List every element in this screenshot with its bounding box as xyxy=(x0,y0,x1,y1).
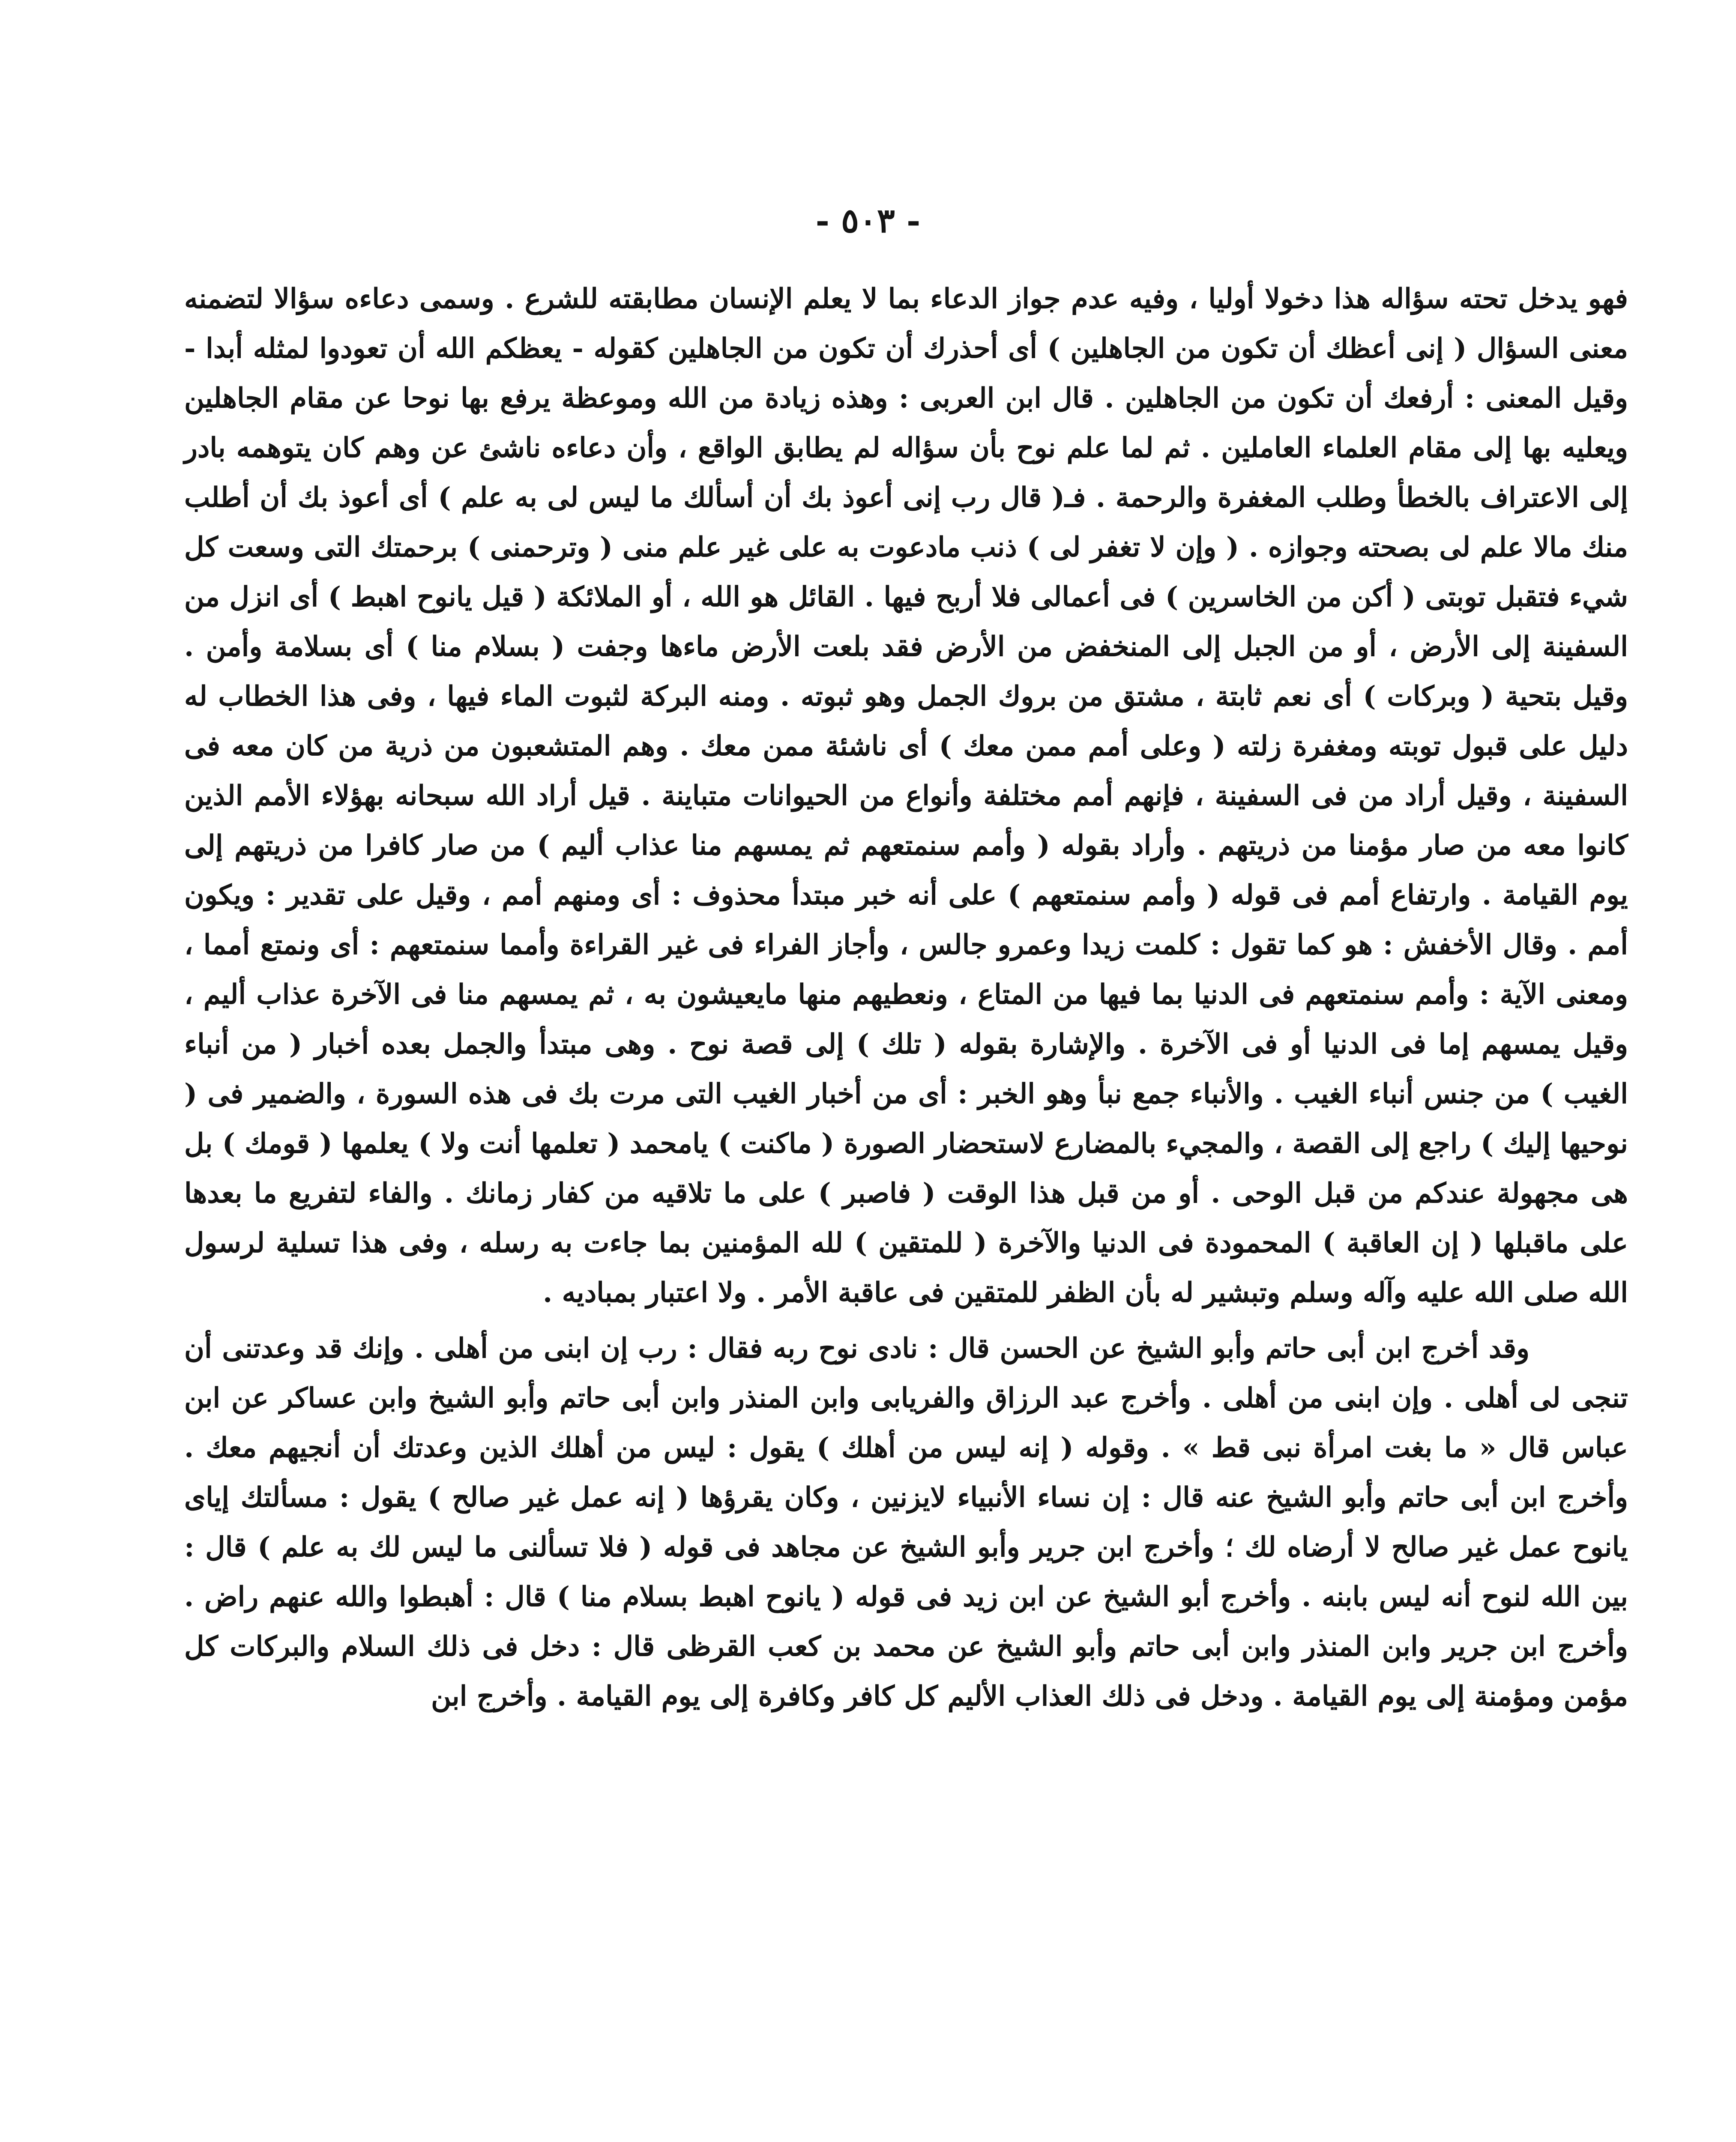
page-body xyxy=(184,274,1628,1721)
page-number: - ٥٠٣ - xyxy=(815,201,921,240)
tafsir-paragraph: فهو يدخل تحته سؤاله هذا دخولا أوليا ، وفيه عدم جواز الدعاء بما لا يعلم الإنسان مطابقته للشرع . وسمى دعاءه سؤالا لتضمنه معنى السؤال ( إنى أعظك أن تكون من الجاهلين ) أى أحذرك أن تكون من الجاهلين كقوله - يعظكم الله أن تعودوا لمثله أبدا - وقيل المعنى : أرفعك أن تكون من الجاهلين . قال ابن العربى : وهذه زيادة من الله وموعظة يرفع بها نوحا عن مقام الجاهلين ويعليه بها إلى مقام العلماء العاملين . ثم لما علم نوح بأن سؤاله لم يطابق الواقع ، وأن دعاءه ناشئ عن وهم كان يتوهمه بادر إلى الاعتراف بالخطأ وطلب المغفرة والرحمة . فـ( قال رب إنى أعوذ بك أن أسألك ما ليس لى به علم ) أى أعوذ بك أن أطلب منك مالا علم لى بصحته وجوازه . ( وإن لا تغفر لى ) ذنب مادعوت به على غير علم منى ( وترحمنى ) برحمتك التى وسعت كل شيء فتقبل توبتى ( أكن من الخاسرين ) فى أعمالى فلا أربح فيها . القائل هو الله ، أو الملائكة ( قيل يانوح اهبط ) أى انزل من السفينة إلى الأرض ، أو من الجبل إلى المنخفض من الأرض فقد بلعت الأرض ماءها وجفت ( بسلام منا ) أى بسلامة وأمن . وقيل بتحية ( وبركات ) أى نعم ثابتة ، مشتق من بروك الجمل وهو ثبوته . ومنه البركة لثبوت الماء فيها ، وفى هذا الخطاب له دليل على قبول توبته ومغفرة زلته ( وعلى أمم ممن معك ) أى ناشئة ممن معك . وهم المتشعبون من ذرية من كان معه فى السفينة ، وقيل أراد من فى السفينة ، فإنهم أمم مختلفة وأنواع من الحيوانات متباينة . قيل أراد الله سبحانه بهؤلاء الأمم الذين كانوا معه من صار مؤمنا من ذريتهم . وأراد بقوله ( وأمم سنمتعهم ثم يمسهم منا عذاب أليم ) من صار كافرا من ذريتهم إلى يوم القيامة . وارتفاع أمم فى قوله ( وأمم سنمتعهم ) على أنه خبر مبتدأ محذوف : أى ومنهم أمم ، وقيل على تقدير : ويكون أمم . وقال الأخفش : هو كما تقول : كلمت زيدا وعمرو جالس ، وأجاز الفراء فى غير القراءة وأمما سنمتعهم : أى ونمتع أمما ، ومعنى الآية : وأمم سنمتعهم فى الدنيا بما فيها من المتاع ، ونعطيهم منها مايعيشون به ، ثم يمسهم منا فى الآخرة عذاب أليم ، وقيل يمسهم إما فى الدنيا أو فى الآخرة . والإشارة بقوله ( تلك ) إلى قصة نوح . وهى مبتدأ والجمل بعده أخبار ( من أنباء الغيب ) من جنس أنباء الغيب . والأنباء جمع نبأ وهو الخبر : أى من أخبار الغيب التى مرت بك فى هذه السورة ، والضمير فى ( نوحيها إليك ) راجع إلى القصة ، والمجيء بالمضارع لاستحضار الصورة ( ماكنت ) يامحمد ( تعلمها أنت ولا ) يعلمها ( قومك ) بل هى مجهولة عندكم من قبل الوحى . أو من قبل هذا الوقت ( فاصبر ) على ما تلاقيه من كفار زمانك . والفاء لتفريع ما بعدها على ماقبلها ( إن العاقبة ) المحمودة فى الدنيا والآخرة ( للمتقين ) لله المؤمنين بما جاءت به رسله ، وفى هذا تسلية لرسول الله صلى الله عليه وآله وسلم وتبشير له بأن الظفر للمتقين فى عاقبة الأمر . ولا اعتبار بمباديه . xyxy=(184,283,1628,1309)
narrations-paragraph: وقد أخرج ابن أبى حاتم وأبو الشيخ عن الحسن قال : نادى نوح ربه فقال : رب إن ابنى من أهلى . وإنك قد وعدتنى أن تنجى لى أهلى . وإن ابنى من أهلى . وأخرج عبد الرزاق والفريابى وابن المنذر وابن أبى حاتم وأبو الشيخ وابن عساكر عن ابن عباس قال « ما بغت امرأة نبى قط » . وقوله ( إنه ليس من أهلك ) يقول : ليس من أهلك الذين وعدتك أن أنجيهم معك . وأخرج ابن أبى حاتم وأبو الشيخ عنه قال : إن نساء الأنبياء لايزنين ، وكان يقرؤها ( إنه عمل غير صالح ) يقول : مسألتك إياى يانوح عمل غير صالح لا أرضاه لك ؛ وأخرج ابن جرير وأبو الشيخ عن مجاهد فى قوله ( فلا تسألنى ما ليس لك به علم ) قال : بين الله لنوح أنه ليس بابنه . وأخرج أبو الشيخ عن ابن زيد فى قوله ( يانوح اهبط بسلام منا ) قال : أهبطوا والله عنهم راض . وأخرج ابن جرير وابن المنذر وابن أبى حاتم وأبو الشيخ عن محمد بن كعب القرظى قال : دخل فى ذلك السلام والبركات كل مؤمن ومؤمنة إلى يوم القيامة . ودخل فى ذلك العذاب الأليم كل كافر وكافرة إلى يوم القيامة . وأخرج ابن xyxy=(184,1332,1628,1712)
